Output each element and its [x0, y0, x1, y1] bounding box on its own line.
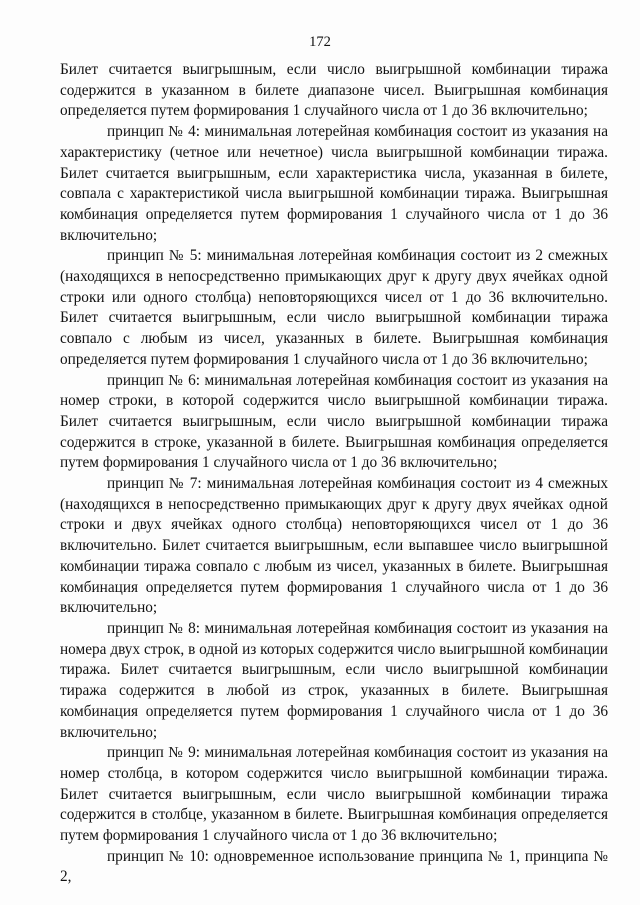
paragraph-principle-8: принцип № 8: минимальная лотерейная комбинация состоит из указания на номера двух строк, в одной из которых содержится число выигрышной комбинации тиража. Билет считается выигрышным, если число выигрышной комбинации тиража содержится в любой из строк, указанных в билете. Выигрышная комбинация определяется путем формирования 1 случайного числа от 1 до 36 включительно;: [60, 619, 608, 741]
paragraph-principle-4: принцип № 4: минимальная лотерейная комбинация состоит из указания на характеристику (четное или нечетное) числа выигрышной комбинации тиража. Билет считается выигрышным, если характеристика числа, указанная в билете, совпала с характеристикой числа выигрышной комбинации тиража. Выигрышная комбинация определяется путем формирования 1 случайного числа от 1 до 36 включительно;: [60, 123, 608, 244]
paragraph-principle-5: принцип № 5: минимальная лотерейная комбинация состоит из 2 смежных (находящихся в непосредственно примыкающих друг к другу двух ячейках одной строки или одного столбца) неповторяющихся чисел от 1 до 36 включительно. Билет считается выигрышным, если число выигрышной комбинации тиража совпало с любым из чисел, указанных в билете. Выигрышная комбинация определяется путем формирования 1 случайного числа от 1 до 36 включительно;: [60, 247, 608, 368]
paragraph-principle-9: принцип № 9: минимальная лотерейная комбинация состоит из указания на номер столбца, в котором содержится число выигрышной комбинации тиража. Билет считается выигрышным, если число выигрышной комбинации тиража содержится в столбце, указанном в билете. Выигрышная комбинация определяется путем формирования 1 случайного числа от 1 до 36 включительно;: [60, 744, 608, 845]
paragraph-principle-7: принцип № 7: минимальная лотерейная комбинация состоит из 4 смежных (находящихся в непосредственно примыкающих друг к другу двух ячейках одной строки и двух ячейках одного столбца) неповторяющихся чисел от 1 до 36 включительно. Билет считается выигрышным, если выпавшее число выигрышной комбинации тиража совпало с любым из чисел, указанных в билете. Выигрышная комбинация определяется путем формирования 1 случайного числа от 1 до 36 включительно;: [60, 475, 608, 617]
paragraph-principle-10: принцип № 10: одновременное использование принципа № 1, принципа № 2,: [60, 847, 608, 886]
paragraph-continuation: Билет считается выигрышным, если число выигрышной комбинации тиража содержится в указанном в билете диапазоне чисел. Выигрышная комбинация определяется путем формирования 1 случайного числа от 1 до 36 включительно;: [60, 61, 608, 120]
body-text: [60, 60, 608, 888]
paragraph-principle-6: принцип № 6: минимальная лотерейная комбинация состоит из указания на номер строки, в которой содержится число выигрышной комбинации тиража. Билет считается выигрышным, если число выигрышной комбинации тиража содержится в строке, указанной в билете. Выигрышная комбинация определяется путем формирования 1 случайного числа от 1 до 36 включительно;: [60, 371, 608, 472]
page-number: 172: [309, 34, 331, 50]
